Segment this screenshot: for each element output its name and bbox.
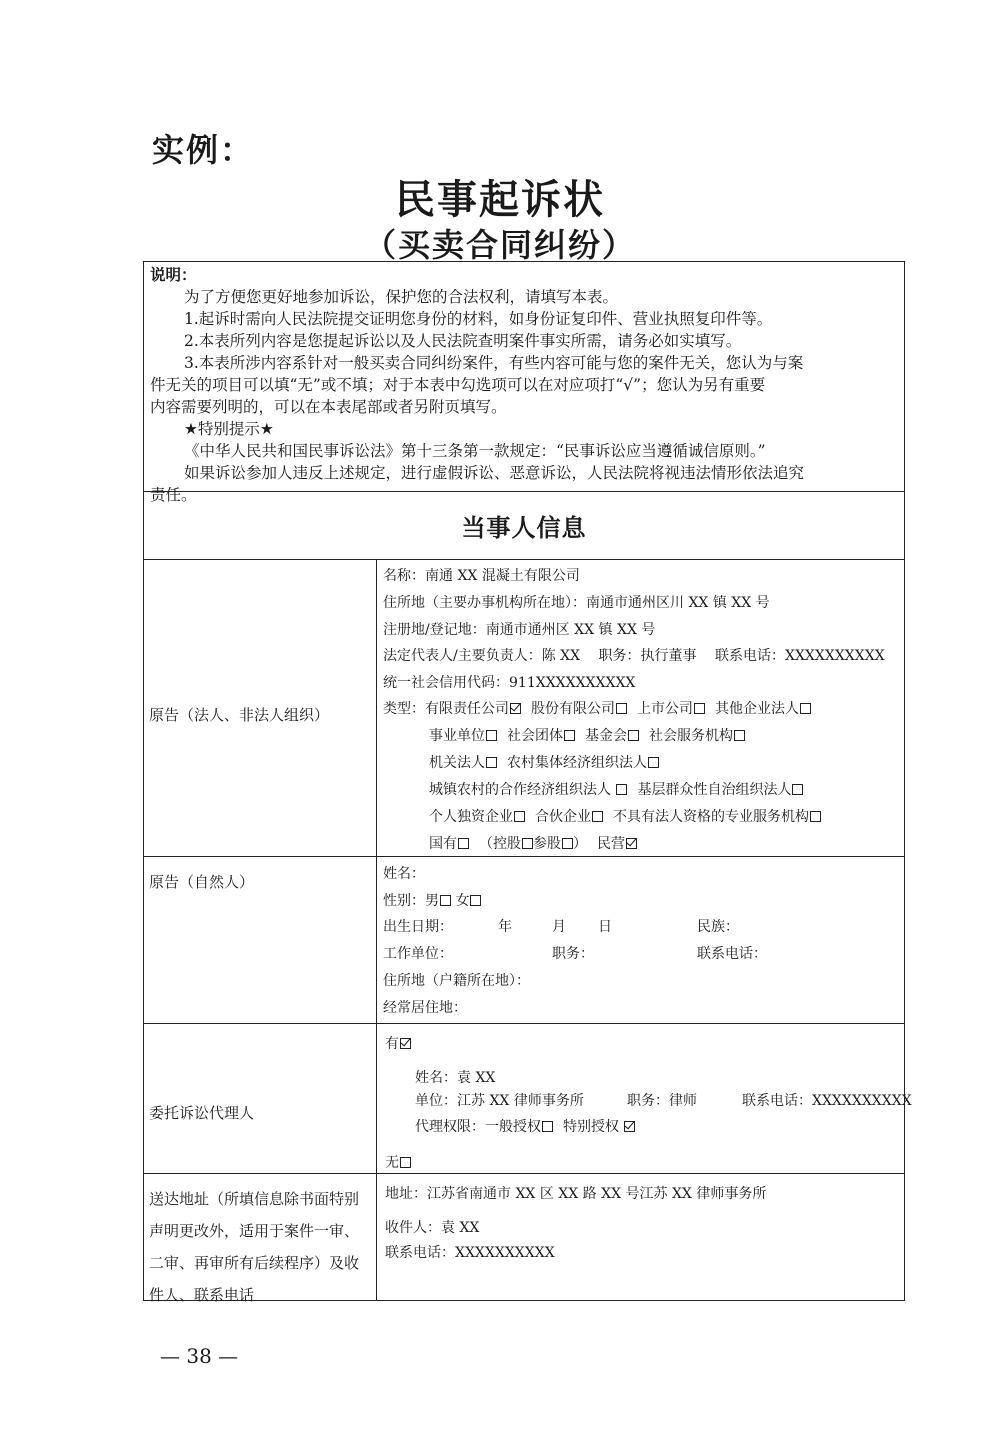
authority-general-checkbox[interactable]	[542, 1121, 553, 1132]
document-subtitle: （买卖合同纠纷）	[363, 226, 636, 264]
type-urban-rural-coop-label: 城镇农村的合作经济组织法人	[429, 782, 611, 798]
type-other-enterprise-checkbox[interactable]	[800, 703, 811, 714]
type-label: 类型：	[383, 701, 425, 717]
instructions-item-2: 2.本表所列内容是您提起诉讼以及人民法院查明案件事实所需，请务必如实填写。	[184, 332, 742, 350]
agent-has-checkbox[interactable]	[400, 1038, 411, 1049]
type-limited-label: 有限责任公司	[425, 701, 509, 717]
natural-employer: 工作单位：	[383, 946, 453, 962]
instructions	[150, 264, 898, 506]
company-name: 名称：南通 XX 混凝土有限公司	[383, 568, 580, 584]
agent-position: 职务：律师	[627, 1093, 697, 1109]
service-label-line-4: 件人、联系电话	[149, 1286, 255, 1304]
instructions-item-3-cont: 件无关的项目可以填“无”或不填；对于本表中勾选项可以在对应项打“√”；您认为另有重要	[150, 376, 766, 394]
instructions-item-1: 1.起诉时需向人民法院提交证明您身份的材料，如身份证复印件、营业执照复印件等。	[184, 310, 773, 328]
natural-position: 职务：	[552, 946, 594, 962]
instructions-intro: 为了方便您更好地参加诉讼，保护您的合法权利，请填写本表。	[184, 288, 619, 306]
type-foundation-checkbox[interactable]	[628, 730, 639, 741]
agent-name: 姓名：袁 XX	[415, 1070, 496, 1086]
agent-authority	[415, 1116, 635, 1136]
type-sole-proprietorship-label: 个人独资企业	[429, 809, 513, 825]
type-government-label: 机关法人	[429, 755, 485, 771]
warning-text: 如果诉讼参加人违反上述规定，进行虚假诉讼、恶意诉讼，人民法院将视违法情形依法追究	[184, 464, 805, 482]
natural-residence: 住所地（户籍所在地）：	[383, 973, 530, 989]
type-holding-label: （控股	[479, 836, 521, 852]
type-foundation-label: 基金会	[585, 728, 627, 744]
instructions-heading: 说明：	[150, 266, 197, 284]
service-label-line-3: 二审、再审所有后续程序）及收	[149, 1254, 360, 1272]
type-joint-stock-label: 股份有限公司	[531, 701, 615, 717]
gender-male-checkbox[interactable]	[440, 895, 451, 906]
type-government-checkbox[interactable]	[486, 757, 497, 768]
type-row-3	[429, 752, 659, 772]
gender-male-label: 性别：男	[383, 893, 439, 909]
birth-month-label: 月	[552, 919, 566, 935]
agent-has	[385, 1033, 411, 1053]
type-rural-collective-checkbox[interactable]	[648, 757, 659, 768]
plaintiff-legal-label: 原告（法人、非法人组织）	[149, 706, 330, 724]
type-grassroots-checkbox[interactable]	[792, 784, 803, 795]
type-listed-label: 上市公司	[637, 701, 693, 717]
type-social-group-label: 社会团体	[507, 728, 563, 744]
natural-gender	[383, 890, 481, 910]
page-number: — 38 —	[160, 1344, 239, 1368]
natural-phone: 联系电话：	[697, 946, 767, 962]
type-grassroots-label: 基层群众性自治组织法人	[637, 782, 792, 798]
authority-special-label: 特别授权	[563, 1119, 619, 1135]
warning-text-end: 责任。	[150, 486, 197, 504]
type-private-label: 民营	[597, 836, 625, 852]
type-row-5	[429, 806, 821, 826]
example-label: 实例：	[152, 131, 255, 169]
service-label-line-1: 送达地址（所填信息除书面特别	[149, 1190, 360, 1208]
divider-agent	[143, 1173, 905, 1174]
gender-female-label: 女	[455, 893, 470, 909]
type-non-legal-service-label: 不具有法人资格的专业服务机构	[613, 809, 809, 825]
law-quote: 《中华人民共和国民事诉讼法》第十三条第一款规定：“民事诉讼应当遵循诚信原则。”	[184, 442, 766, 460]
type-public-institution-label: 事业单位	[429, 728, 485, 744]
legal-representative: 法定代表人/主要负责人：陈 XX 职务：执行董事 联系电话：XXXXXXXXXX	[383, 648, 885, 664]
plaintiff-natural-label: 原告（自然人）	[149, 873, 255, 891]
natural-ethnicity: 民族：	[697, 919, 739, 935]
credit-code: 统一社会信用代码：911XXXXXXXXXX	[383, 675, 636, 691]
type-holding-checkbox[interactable]	[522, 838, 533, 849]
authority-general-label: 代理权限：一般授权	[415, 1119, 541, 1135]
document-title: 民事起诉状	[395, 177, 605, 223]
type-private-checkbox[interactable]	[626, 838, 637, 849]
section-title: 当事人信息	[461, 514, 587, 542]
instructions-item-3: 3.本表所涉内容系针对一般买卖合同纠纷案件，有些内容可能与您的案件无关，您认为与案	[184, 354, 804, 372]
birth-year-label: 年	[498, 919, 512, 935]
type-state-owned-checkbox[interactable]	[458, 838, 469, 849]
type-other-enterprise-label: 其他企业法人	[715, 701, 799, 717]
natural-name: 姓名：	[383, 866, 425, 882]
type-non-legal-service-checkbox[interactable]	[810, 811, 821, 822]
gender-female-checkbox[interactable]	[470, 895, 481, 906]
type-limited-checkbox[interactable]	[510, 703, 521, 714]
type-row-4	[429, 779, 803, 799]
type-row-2	[429, 725, 745, 745]
type-social-service-checkbox[interactable]	[734, 730, 745, 741]
service-address-label	[149, 1183, 359, 1311]
divider-plaintiff-legal	[143, 856, 905, 857]
birth-day-label: 日	[598, 919, 612, 935]
type-rural-collective-label: 农村集体经济组织法人	[507, 755, 647, 771]
type-row-1	[383, 698, 811, 718]
agent-none	[385, 1152, 411, 1172]
type-public-institution-checkbox[interactable]	[486, 730, 497, 741]
service-address: 地址：江苏省南通市 XX 区 XX 路 XX 号江苏 XX 律师事务所	[385, 1186, 767, 1202]
natural-birth-label: 出生日期：	[383, 919, 453, 935]
agent-label: 委托诉讼代理人	[149, 1104, 255, 1122]
type-partnership-checkbox[interactable]	[592, 811, 603, 822]
type-share-checkbox[interactable]	[562, 838, 573, 849]
agent-has-label: 有	[385, 1036, 399, 1052]
type-urban-rural-coop-checkbox[interactable]	[616, 784, 627, 795]
service-recipient: 收件人：袁 XX	[385, 1220, 480, 1236]
natural-habitual-residence: 经常居住地：	[383, 1000, 467, 1016]
agent-unit: 单位：江苏 XX 律师事务所	[415, 1093, 584, 1109]
type-share-label: 参股	[533, 836, 561, 852]
divider-plaintiff-natural	[143, 1023, 905, 1024]
instructions-item-3-end: 内容需要列明的，可以在本表尾部或者另附页填写。	[150, 398, 507, 416]
column-divider	[376, 559, 377, 1301]
special-notice-heading: ★特别提示★	[184, 420, 274, 438]
authority-special-checkbox[interactable]	[624, 1121, 635, 1132]
company-registered-address: 注册地/登记地：南通市通州区 XX 镇 XX 号	[383, 622, 656, 638]
type-partnership-label: 合伙企业	[535, 809, 591, 825]
type-social-group-checkbox[interactable]	[564, 730, 575, 741]
company-residence: 住所地（主要办事机构所在地）：南通市通州区川 XX 镇 XX 号	[383, 595, 770, 611]
agent-none-checkbox[interactable]	[400, 1157, 411, 1168]
agent-phone: 联系电话：XXXXXXXXXX	[742, 1093, 912, 1109]
service-label-line-2: 声明更改外，适用于案件一审、	[149, 1222, 360, 1240]
agent-none-label: 无	[385, 1155, 399, 1171]
type-listed-checkbox[interactable]	[694, 703, 705, 714]
type-joint-stock-checkbox[interactable]	[616, 703, 627, 714]
divider-section-title	[143, 559, 905, 560]
type-holding-close: ）	[573, 836, 587, 852]
type-sole-proprietorship-checkbox[interactable]	[514, 811, 525, 822]
type-row-6	[429, 833, 637, 853]
service-phone: 联系电话：XXXXXXXXXX	[385, 1245, 555, 1261]
type-social-service-label: 社会服务机构	[649, 728, 733, 744]
type-state-owned-label: 国有	[429, 836, 457, 852]
